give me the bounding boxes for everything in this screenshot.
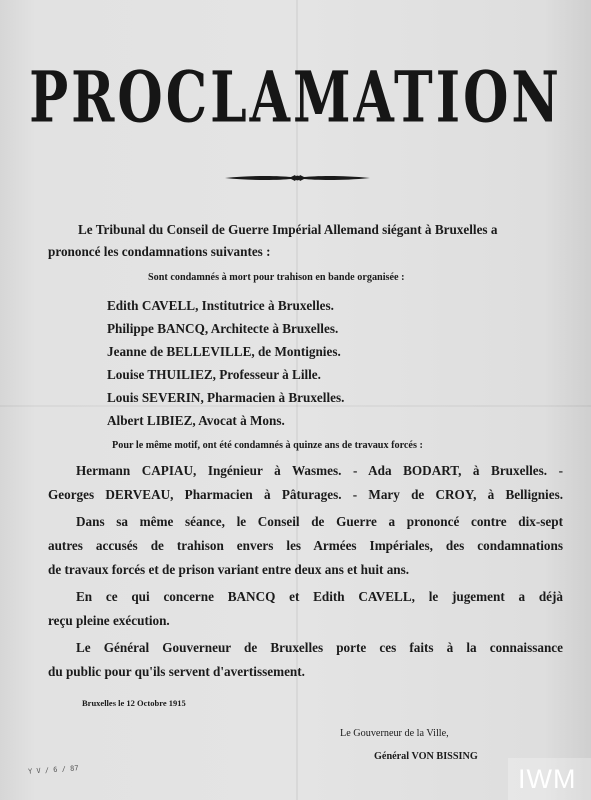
paragraph-3-line: du public pour qu'ils servent d'avertissement. — [48, 664, 305, 679]
condemned-name: Edith CAVELL, Institutrice à Bruxelles. — [107, 298, 334, 313]
paragraph-1-line: autres accusés de trahison envers les Armées Impériales, des condamnations — [48, 538, 563, 553]
death-sentence-heading: Sont condamnés à mort pour trahison en bande organisée : — [148, 272, 405, 283]
forced-labor-heading: Pour le même motif, ont été condamnés à quinze ans de travaux forcés : — [112, 440, 423, 451]
paragraph-2-line: reçu pleine exécution. — [48, 613, 170, 628]
date-line: Bruxelles le 12 Octobre 1915 — [82, 698, 186, 708]
poster-title: PROCLAMATION — [29, 56, 562, 139]
intro-line-1: Le Tribunal du Conseil de Guerre Impérial Allemand siégant à Bruxelles a — [78, 222, 498, 237]
iwm-watermark-text: IWM — [518, 764, 577, 794]
forced-labor-line: Hermann CAPIAU, Ingénieur à Wasmes. - Ada BODART, à Bruxelles. - — [76, 463, 563, 478]
condemned-name: Jeanne de BELLEVILLE, de Montignies. — [107, 344, 341, 359]
paragraph-1-line: de travaux forcés et de prison variant entre deux ans et huit ans. — [48, 562, 410, 577]
forced-labor-line: Georges DERVEAU, Pharmacien à Pâturages. - Mary de CROY, à Bellignies. — [48, 487, 563, 502]
condemned-name: Louise THUILIEZ, Professeur à Lille. — [107, 367, 321, 382]
signature-role: Le Gouverneur de la Ville, — [340, 728, 449, 739]
condemned-name: Philippe BANCQ, Architecte à Bruxelles. — [107, 321, 339, 336]
paragraph-1-line: Dans sa même séance, le Conseil de Guerre a prononcé contre dix-sept — [76, 514, 563, 529]
signature-name: Général VON BISSING — [374, 751, 478, 762]
intro-line-2: prononcé les condamnations suivantes : — [48, 244, 271, 259]
archive-reference-mark: Y V / 6 / 87 — [27, 764, 79, 776]
condemned-name: Albert LIBIEZ, Avocat à Mons. — [107, 413, 285, 428]
paragraph-2-line: En ce qui concerne BANCQ et Edith CAVELL, le jugement a déjà — [76, 589, 563, 604]
iwm-watermark — [508, 758, 591, 800]
paragraph-3-line: Le Général Gouverneur de Bruxelles porte ces faits à la connaissance — [76, 640, 563, 655]
condemned-name: Louis SEVERIN, Pharmacien à Bruxelles. — [107, 390, 345, 405]
ornament-divider — [225, 172, 370, 184]
